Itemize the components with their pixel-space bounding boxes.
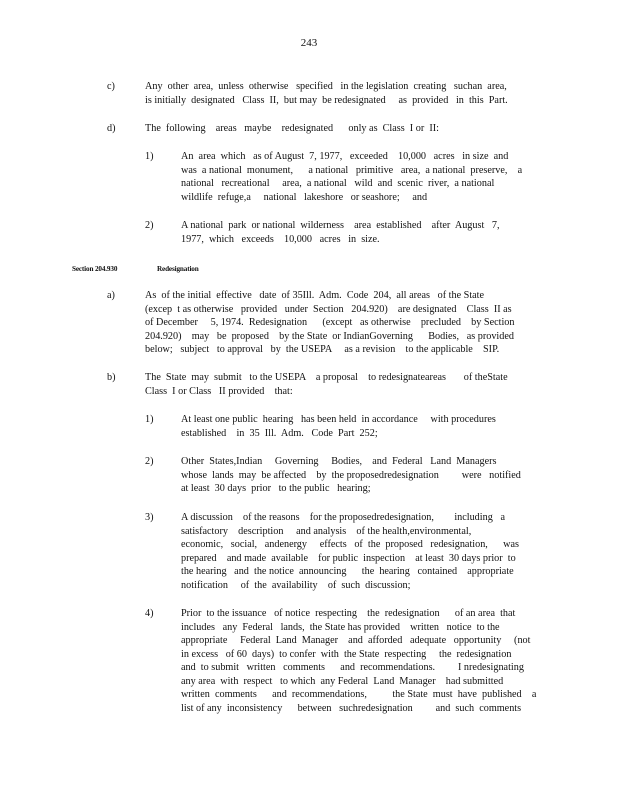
text-line: economic, social, andenergy effects of the proposed redesignation, was [181,539,519,550]
text-line: the hearing and the notice announcing the hearing contained appropriate [181,566,514,577]
page-number: 243 [300,37,318,49]
text-line: Any other area, unless otherwise specified in the legislation creating suchan area, [145,81,507,92]
text-line: Other States,Indian Governing Bodies, and Federal Land Managers [181,456,497,467]
text-line: satisfactory description and analysis of the health,environmental, [181,525,472,537]
text-line: As of the initial effective date of 35Ill. Adm. Code 204, all areas of the State [145,290,485,301]
text-line: A national park or national wilderness area established after August 7, [181,220,500,231]
text-line: An area which as of August 7, 1977, exceeded 10,000 acres in size and [181,151,509,162]
text-line: below; subject to approval by the USEPA as a revision to the applicable SIP. [145,344,500,355]
section-title: Redesignation [157,265,199,273]
text-line: Class I or Class II provided that: [145,385,293,397]
text-line: 1977, which exceeds 10,000 acres in size. [181,233,380,245]
item-label: a) [107,290,115,301]
text-line: appropriate Federal Land Manager and afforded adequate opportunity (not [181,635,531,646]
text-line: national recreational area, a national wild and scenic river, a national [181,178,495,189]
text-line: is initially designated Class II, but may be redesignated as provided in this Part. [145,94,508,106]
text-line: wildlife refuge,a national lakeshore or seashore; and [181,191,428,203]
text-line: at least 30 days prior to the public hearing; [181,483,371,494]
text-line: prepared and made available for public inspection at least 30 days prior to [181,552,516,564]
text-line: and to submit written comments and recommendations. I nredesignating [181,662,524,673]
text-line: any area with respect to which any Federal Land Manager had submitted [181,675,504,687]
subitem-label: 4) [145,608,154,619]
text-line: established in 35 Ill. Adm. Code Part 252; [181,427,378,439]
text-line: in excess of 60 days) to confer with the State respecting the redesignation [181,648,512,660]
section-number: Section 204.930 [72,265,118,273]
item-label: d) [107,123,116,134]
subitem-label: 2) [145,220,154,231]
text-line: At least one public hearing has been held in accordance with procedures [181,414,496,425]
text-line: whose lands may be affected by the proposedredesignation were notified [181,469,521,481]
text-line: The State may submit to the USEPA a proposal to redesignateareas of theState [145,372,508,383]
subitem-label: 3) [145,512,154,523]
text-line: of December 5, 1974. Redesignation (except as otherwise precluded by Section [145,317,515,328]
text-line: notification of the availability of such discussion; [181,579,411,591]
text-line: Prior to the issuance of notice respecting the redesignation of an area that [181,608,516,619]
subitem-label: 2) [145,456,154,467]
item-label: c) [107,81,115,92]
text-line: list of any inconsistency between suchredesignation and such comments [181,702,522,714]
text-line: A discussion of the reasons for the proposedredesignation, including a [181,512,505,523]
text-line: 204.920) may be proposed by the State or IndianGoverning Bodies, as provided [145,330,514,342]
subitem-label: 1) [145,151,154,162]
text-line: written comments and recommendations, the State must have published a [181,689,537,700]
text-line: (excep t as otherwise provided under Section 204.920) are designated Class II as [145,303,512,315]
item-label: b) [107,372,116,383]
subitem-label: 1) [145,414,154,425]
text-line: was a national monument, a national primitive area, a national preserve, a [181,164,523,176]
text-line: includes any Federal lands, the State has provided written notice to the [181,621,500,633]
text-line: The following areas maybe redesignated only as Class I or II: [145,123,439,134]
